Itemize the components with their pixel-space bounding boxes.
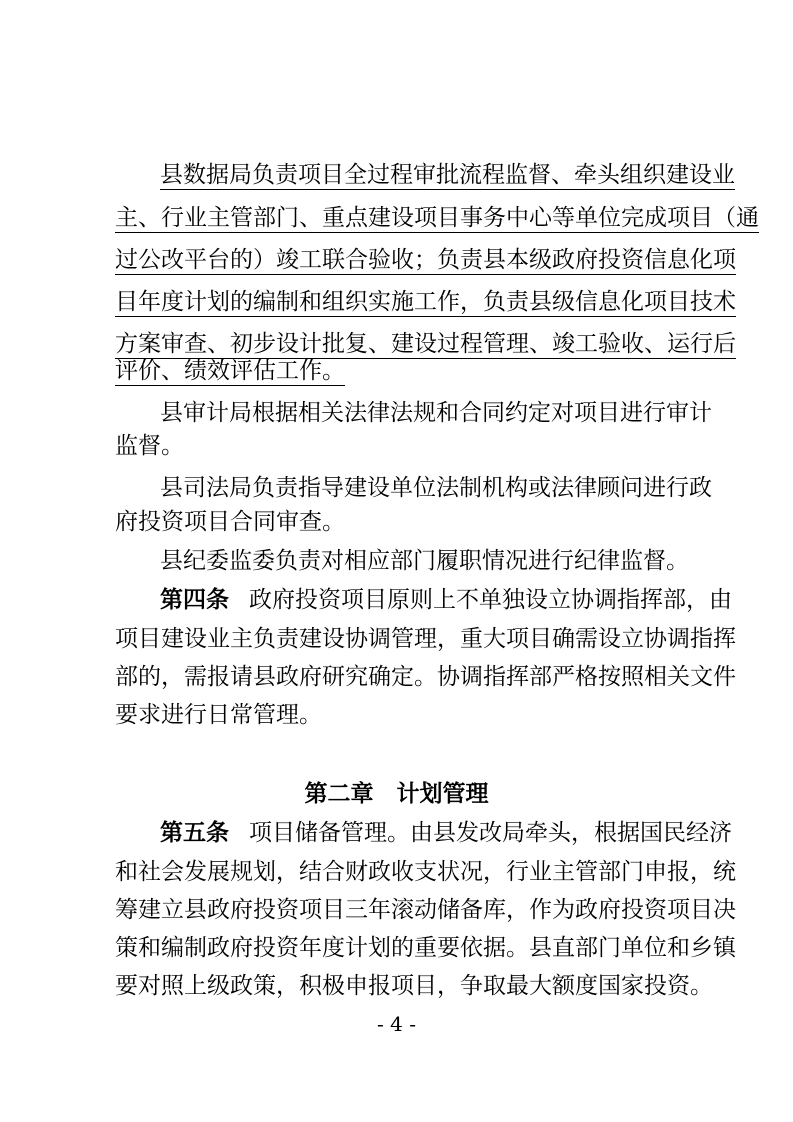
article-5-line-4: 策和编制政府投资年度计划的重要依据。县直部门单位和乡镇 [115,935,736,961]
chapter-heading: 第二章 计划管理 [304,781,489,807]
article-5-line-3: 筹建立县政府投资项目三年滚动储备库，作为政府投资项目决 [115,897,736,923]
article-5-line-1 [160,818,732,848]
article-4-label: 第四条 [160,586,229,613]
article-4-line-3: 部的，需报请县政府研究确定。协调指挥部严格按照相关文件 [115,664,736,690]
article-4-line-1 [160,585,732,615]
paragraph-1-line-4: 目年度计划的编制和组织实施工作，负责县级信息化项目技术 [115,289,736,315]
article-4-line-4: 要求进行日常管理。 [115,702,322,728]
paragraph-1-line-3: 过公改平台的）竣工联合验收；负责县本级政府投资信息化项 [115,247,736,273]
paragraph-2-line-1: 县审计局根据相关法律法规和合同约定对项目进行审计 [160,400,712,426]
article-4-line-2: 项目建设业主负责建设协调管理，重大项目确需设立协调指挥 [115,626,736,652]
article-4-text-1: 政府投资项目原则上不单独设立协调指挥部，由 [249,587,732,613]
paragraph-4-line-1: 县纪委监委负责对相应部门履职情况进行纪律监督。 [160,548,689,574]
paragraph-3-line-1: 县司法局负责指导建设单位法制机构或法律顾问进行政 [160,475,712,501]
article-5-line-5: 要对照上级政策，积极申报项目，争取最大额度国家投资。 [115,973,713,999]
paragraph-1-line-1: 县数据局负责项目全过程审批流程监督、牵头组织建设业 [160,162,735,188]
page-number: - 4 - [377,1012,416,1036]
paragraph-2-line-2: 监督。 [115,433,184,459]
article-5-line-2: 和社会发展规划，结合财政收支状况，行业主管部门申报，统 [115,859,736,885]
paragraph-1-line-5: 方案审查、初步设计批复、建设过程管理、竣工验收、运行后 [115,331,736,357]
paragraph-1-line-6: 评价、绩效评估工作。 [115,358,345,384]
article-5-text-1: 项目储备管理。由县发改局牵头，根据国民经济 [249,820,732,846]
paragraph-3-line-2: 府投资项目合同审查。 [115,509,345,535]
article-5-label: 第五条 [160,819,229,846]
paragraph-1-line-2: 主、行业主管部门、重点建设项目事务中心等单位完成项目（通 [115,205,759,231]
